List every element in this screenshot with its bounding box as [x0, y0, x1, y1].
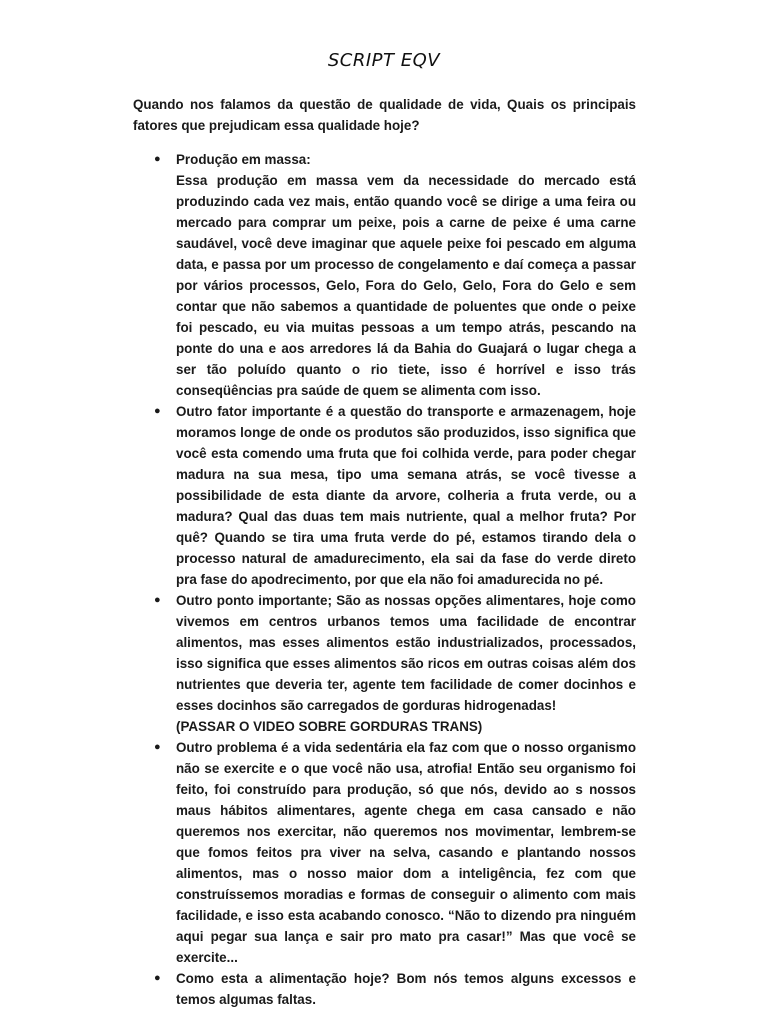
item-text: Outro ponto importante; São as nossas opções alimentares, hoje como vivemos em centros urbanos temos uma facilidade de encontrar alimentos, mas esses alimentos estão industrializados, processados, isso significa que esses alimentos são ricos em outras coisas além dos nutrientes que deveria ter, agente tem facilidade de comer docinhos e esses docinhos são carregados de gorduras hidrogenadas! [176, 593, 636, 713]
bullet-icon: ● [154, 405, 161, 417]
bullet-icon: ● [154, 972, 161, 984]
item-text: Outro fator importante é a questão do transporte e armazenagem, hoje moramos longe de onde os produtos são produzidos, isso significa que você esta comendo uma fruta que foi colhida verde, para poder chegar madura na sua mesa, tipo uma semana atrás, se você tivesse a possibilidade de esta diante da arvore, colheria a fruta verde, ou a madura? Qual das duas tem mais nutriente, qual a melhor fruta? Por quê? Quando se tira uma fruta verde do pé, estamos tirando dela o processo natural de amadurecimento, ela sai da fase do verde direto pra fase do apodrecimento, por que ela não foi amadurecida no pé. [176, 404, 636, 587]
document-title: SCRIPT EQV [327, 50, 441, 71]
list-item-vida-sedentaria [154, 737, 636, 968]
list-item-alimentacao-hoje [154, 968, 636, 1010]
list-item-opcoes-alimentares [154, 590, 636, 737]
bullet-icon: ● [154, 594, 161, 606]
item-text: Como esta a alimentação hoje? Bom nós temos alguns excessos e temos algumas faltas. [176, 971, 636, 1007]
intro-question: Quando nos falamos da questão de qualidade de vida, Quais os principais fatores que prejudicam essa qualidade hoje? [133, 97, 636, 133]
bullet-list [154, 149, 636, 1010]
list-item-producao [154, 149, 636, 401]
bullet-icon: ● [154, 153, 161, 165]
item-heading: Produção em massa: [176, 152, 311, 167]
item-text: Outro problema é a vida sedentária ela faz com que o nosso organismo não se exercite e o que você não usa, atrofia! Então seu organismo foi feito, foi construído para produção, só que nós, devido ao s nossos maus hábitos alimentares, agente chega em casa cansado e não queremos nos exercitar, não queremos nos movimentar, lembrem-se que fomos feitos pra viver na selva, casando e plantando nossos alimentos, mas o nosso maior dom a inteligência, fez com que construíssemos moradias e formas de conseguir o alimento com mais facilidade, e isso esta acabando conosco. “Não to dizendo pra ninguém aqui pegar sua lança e sair pro mato pra casar!” Mas que você se exercite... [176, 740, 636, 965]
list-item-transporte [154, 401, 636, 590]
item-text: Essa produção em massa vem da necessidade do mercado está produzindo cada vez mais, então quando você se dirige a uma feira ou mercado para comprar um peixe, pois a carne de peixe é uma carne saudável, você deve imaginar que aquele peixe foi pescado em alguma data, e passa por um processo de congelamento e daí começa a passar por vários processos, Gelo, Fora do Gelo, Gelo, Fora do Gelo e sem contar que não sabemos a quantidade de poluentes que onde o peixe foi pescado, eu via muitas pessoas a um tempo atrás, pescando na ponte do una e aos arredores lá da Bahia do Guajará o lugar chega a ser tão poluído quanto o rio tiete, isso é horrível e isso trás conseqüências pra saúde de quem se alimenta com isso. [176, 173, 636, 398]
item-note: (PASSAR O VIDEO SOBRE GORDURAS TRANS) [176, 719, 483, 734]
bullet-icon: ● [154, 741, 161, 753]
